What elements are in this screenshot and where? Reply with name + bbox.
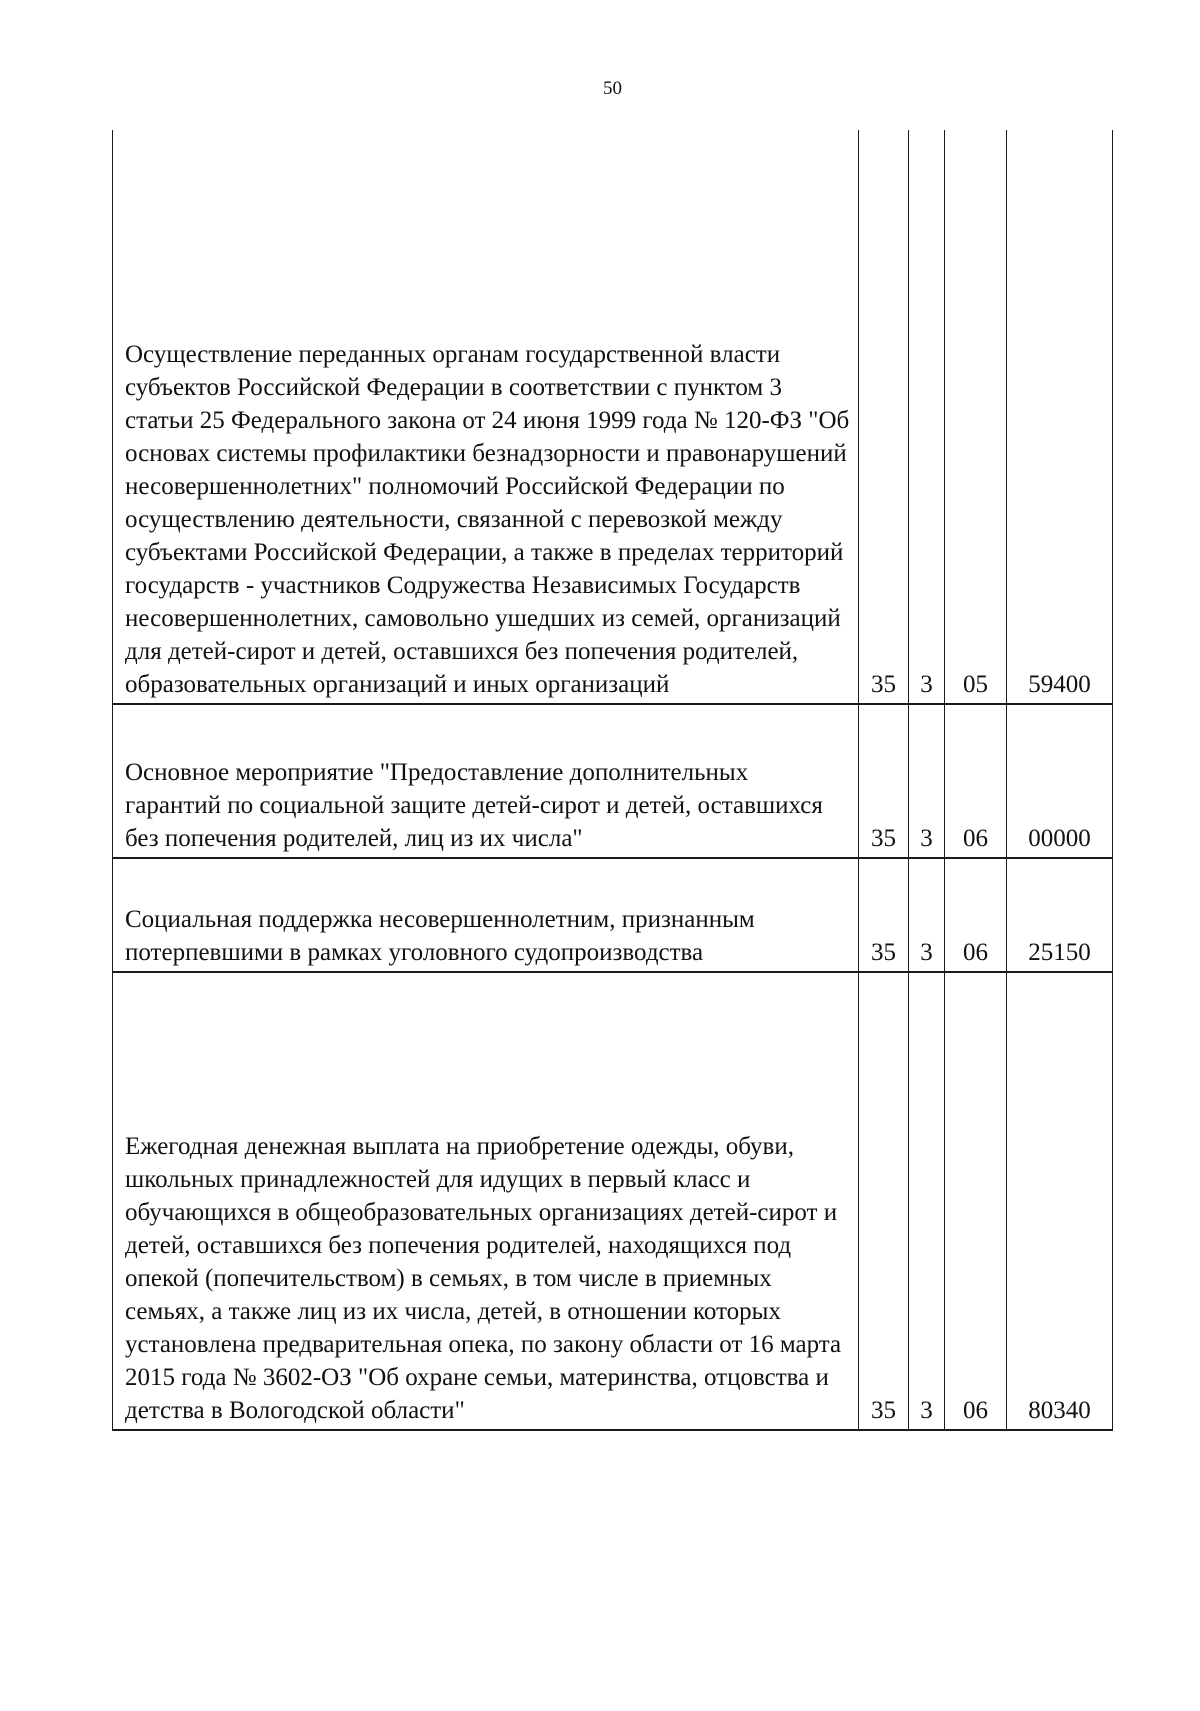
code-cell-2 — [909, 704, 945, 858]
row-description-cell — [113, 972, 859, 1430]
code-value: 06 — [963, 939, 988, 966]
code-value: 06 — [963, 1397, 988, 1424]
code-value: 35 — [871, 939, 896, 966]
row-description: Осуществление переданных органам государственной власти субъектов Российской Федерации в соответствии с пунктом 3 статьи 25 Федерального закона от 24 июня 1999 года № 120-ФЗ "Об основах системы профилактики безнадзорности и правонарушений несовершеннолетних" полномочий Российской Федерации по осуществлению деятельности, связанной с перевозкой между субъектами Российской Федерации, а также в пределах территорий государств - участников Содружества Независимых Государств несовершеннолетних, самовольно ушедших из семей, организаций для детей-сирот и детей, оставшихся без попечения родителей, образовательных организаций и иных организаций — [125, 341, 850, 698]
code-cell-4 — [1007, 858, 1113, 972]
code-cell-2 — [909, 130, 945, 704]
code-cell-1 — [859, 972, 909, 1430]
code-cell-2 — [909, 858, 945, 972]
code-value: 35 — [871, 671, 896, 698]
code-cell-2 — [909, 972, 945, 1430]
row-description-cell — [113, 130, 859, 704]
code-value: 59400 — [1028, 671, 1091, 698]
code-value: 3 — [920, 939, 933, 966]
table-row — [113, 858, 1113, 972]
code-cell-3 — [945, 858, 1007, 972]
page-number: 50 — [603, 78, 622, 99]
code-cell-1 — [859, 130, 909, 704]
code-value: 3 — [920, 1397, 933, 1424]
budget-classification-table — [112, 130, 1113, 1431]
table-row — [113, 704, 1113, 858]
row-description-cell — [113, 704, 859, 858]
code-value: 80340 — [1028, 1397, 1091, 1424]
code-cell-1 — [859, 704, 909, 858]
code-value: 25150 — [1028, 939, 1091, 966]
code-value: 00000 — [1028, 825, 1091, 852]
code-cell-3 — [945, 130, 1007, 704]
code-cell-3 — [945, 704, 1007, 858]
table-row — [113, 972, 1113, 1430]
code-cell-4 — [1007, 130, 1113, 704]
code-value: 35 — [871, 1397, 896, 1424]
row-description: Ежегодная денежная выплата на приобретение одежды, обуви, школьных принадлежностей для идущих в первый класс и обучающихся в общеобразовательных организациях детей-сирот и детей, оставшихся без попечения родителей, находящихся под опекой (попечительством) в семьях, в том числе в приемных семьях, а также лиц из их числа, детей, в отношении которых установлена предварительная опека, по закону области от 16 марта 2015 года № 3602-ОЗ "Об охране семьи, материнства, отцовства и детства в Вологодской области" — [125, 1133, 842, 1424]
row-description: Основное мероприятие "Предоставление дополнительных гарантий по социальной защите детей-сирот и детей, оставшихся без попечения родителей, лиц из их числа" — [125, 759, 823, 852]
code-cell-3 — [945, 972, 1007, 1430]
row-description: Социальная поддержка несовершеннолетним, признанным потерпевшими в рамках уголовного судопроизводства — [125, 906, 755, 966]
code-cell-4 — [1007, 704, 1113, 858]
code-value: 06 — [963, 825, 988, 852]
table-row — [113, 130, 1113, 704]
code-value: 3 — [920, 671, 933, 698]
code-cell-4 — [1007, 972, 1113, 1430]
code-value: 35 — [871, 825, 896, 852]
row-description-cell — [113, 858, 859, 972]
code-cell-1 — [859, 858, 909, 972]
code-value: 3 — [920, 825, 933, 852]
code-value: 05 — [963, 671, 988, 698]
